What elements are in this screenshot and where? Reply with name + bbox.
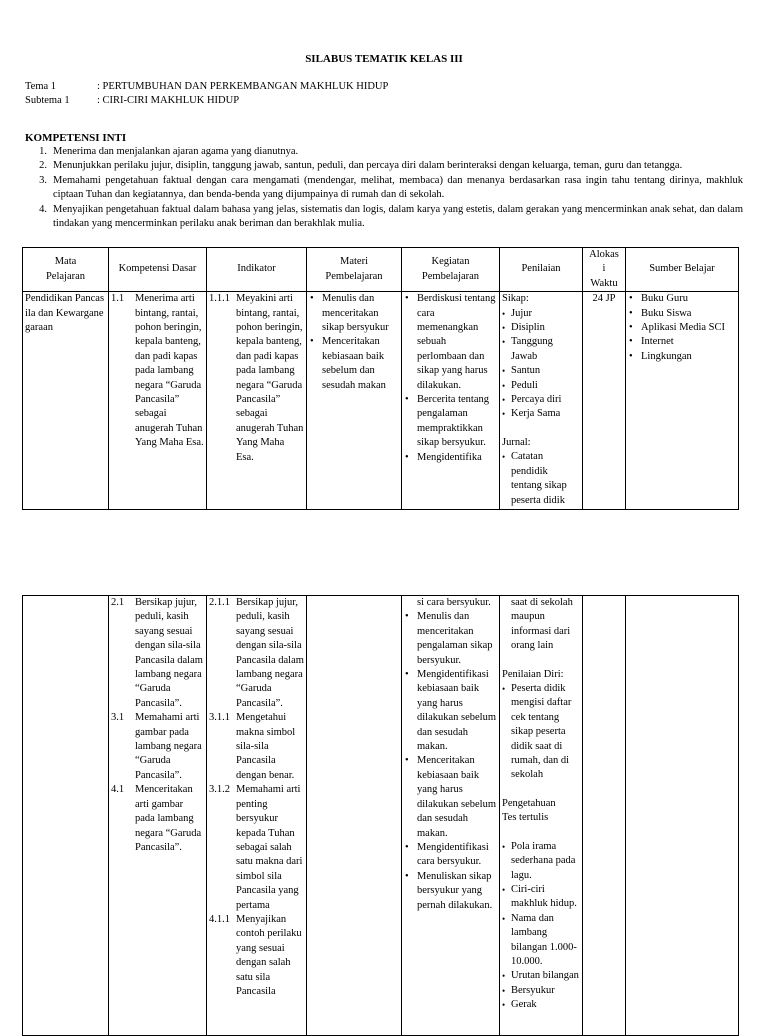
header-materi: Materi Pembelajaran <box>307 248 402 292</box>
sikap-label: Sikap: <box>502 293 529 305</box>
ki-text: Menunjukkan perilaku jujur, disiplin, tanggung jawab, santun, peduli, dan percaya diri dalam berinteraksi dengan keluarga, teman, guru dan tetangga. <box>53 160 683 172</box>
ki-item <box>25 159 743 173</box>
cell-materi <box>307 292 402 510</box>
list-item: • Tanggung Jawab <box>502 335 580 364</box>
ki-text: Menerima dan menjalankan ajaran agama yang dianutnya. <box>53 146 299 157</box>
header-sumber-belajar: Sumber Belajar <box>626 248 739 292</box>
meta-value: : PERTUMBUHAN DAN PERKEMBANGAN MAKHLUK HIDUP <box>97 81 389 92</box>
list-item: • Jujur <box>502 307 580 321</box>
list-item: • Menulis dan menceritakan sikap bersyukur <box>309 292 399 335</box>
list-item: • Santun <box>502 364 580 378</box>
meta-key: Tema 1 <box>25 81 57 92</box>
list-item: • Nama dan lambang bilangan 1.000-10.000. <box>502 912 580 970</box>
cell-sumber <box>626 596 739 1036</box>
list-item: • Ciri-ciri makhluk hidup. <box>502 883 580 912</box>
cell-alokasi <box>583 596 626 1036</box>
list-item: • Peserta didik mengisi daftar cek tentang sikap peserta didik saat di rumah, dan di sekolah <box>502 682 580 783</box>
cell-mapel <box>23 596 109 1036</box>
diri-label: Penilaian Diri: <box>502 668 564 680</box>
header-penilaian: Penilaian <box>500 248 583 292</box>
kd-item: 1.1 Menerima arti bintang, rantai, pohon beringin, kepala banteng, dan padi kapas pada lambang negara “Garuda Pancasila” sebagai anugerah Tuhan Yang Maha Esa. <box>111 293 204 449</box>
list-item: • Aplikasi Media SCI <box>628 321 736 335</box>
ki-item <box>25 145 743 159</box>
list-item: • Catatan pendidik tentang sikap peserta didik <box>502 450 580 508</box>
table-header-row <box>23 248 739 292</box>
cell-mapel: Pendidikan Pancasila dan Kewarganegaraan <box>23 292 109 510</box>
list-item: • Urutan bilangan <box>502 969 580 983</box>
list-item: • Gerak <box>502 998 580 1012</box>
indikator-item: 1.1.1 Meyakini arti bintang, rantai, pohon beringin, kepala banteng, dan padi kapas pada lambang negara “Garuda Pancasila” sebagai anugerah Tuhan Yang Maha Esa. <box>209 293 304 463</box>
tes-label: Tes tertulis <box>502 812 549 824</box>
list-item: • Lingkungan <box>628 350 736 364</box>
list-item: • Kerja Sama <box>502 407 580 421</box>
list-item: • Mengidentifikasi kebiasaan baik yang harus dilakukan sebelum dan sesudah makan. <box>404 668 497 754</box>
ki-heading: KOMPETENSI INTI <box>25 132 127 144</box>
kd-item: 3.1 Memahami arti gambar pada lambang negara “Garuda Pancasila”. <box>111 712 202 781</box>
list-item: • Disiplin <box>502 321 580 335</box>
header-alokasi-waktu: Alokas i Waktu <box>583 248 626 292</box>
list-item: • Menulis dan menceritakan pengalaman sikap bersyukur. <box>404 610 497 668</box>
ki-text: Memahami pengetahuan faktual dengan cara mengamati (mendengar, melihat, membaca) dan menanya berdasarkan rasa ingin tahu tentang dirinya, makhluk ciptaan Tuhan dan kegiatannya, dan benda-benda yang dijumpainya di rumah dan di sekolah. <box>53 174 743 201</box>
ki-number: 1. <box>39 146 47 157</box>
cell-kd <box>109 596 207 1036</box>
kd-item: 2.1 Bersikap jujur, peduli, kasih sayang sesuai dengan sila-sila Pancasila dalam lambang negara “Garuda Pancasila”. <box>111 597 203 709</box>
penilaian-continued: saat di sekolah maupun informasi dari orang lain <box>511 597 573 652</box>
syllabus-table <box>22 247 739 510</box>
ki-number: 3. <box>39 174 47 186</box>
list-item: • Pola irama sederhana pada lagu. <box>502 840 580 883</box>
ki-number: 2. <box>39 160 47 172</box>
meta-row-tema <box>25 80 388 94</box>
list-item: • Peduli <box>502 379 580 393</box>
ki-item <box>25 203 743 232</box>
indikator-item: 2.1.1 Bersikap jujur, peduli, kasih sayang sesuai dengan sila-sila Pancasila dalam lambang negara “Garuda Pancasila”. <box>209 597 304 709</box>
cell-penilaian <box>500 292 583 510</box>
cell-sumber <box>626 292 739 510</box>
indikator-item: 4.1.1 Menyajikan contoh perilaku yang sesuai dengan salah satu sila Pancasila <box>209 913 302 997</box>
ki-item <box>25 174 743 203</box>
header-kompetensi-dasar: Kompetensi Dasar <box>109 248 207 292</box>
cell-indikator <box>207 596 307 1036</box>
cell-indikator <box>207 292 307 510</box>
meta-row-subtema <box>25 94 388 108</box>
meta-key: Subtema 1 <box>25 95 70 107</box>
table-row <box>23 596 739 1036</box>
header-indikator: Indikator <box>207 248 307 292</box>
list-item: • Bercerita tentang pengalaman mempraktikkan sikap bersyukur. <box>404 393 497 451</box>
cell-materi <box>307 596 402 1036</box>
list-item: • Buku Guru <box>628 292 736 306</box>
pengetahuan-label: Pengetahuan <box>502 797 556 809</box>
ki-number: 4. <box>39 203 47 215</box>
meta-value: : CIRI-CIRI MAKHLUK HIDUP <box>97 95 240 107</box>
list-item: • Mengidentifika <box>404 451 497 465</box>
header-mata-pelajaran: Mata Pelajaran <box>23 248 109 292</box>
jurnal-label: Jurnal: <box>502 436 531 448</box>
list-item: • Menuliskan sikap bersyukur yang pernah dilakukan. <box>404 870 497 913</box>
list-item: • Mengidentifikasi cara bersyukur. <box>404 841 497 870</box>
list-item: • Buku Siswa <box>628 307 736 321</box>
ki-list <box>25 145 743 231</box>
list-item: • Percaya diri <box>502 393 580 407</box>
list-item: • Menceritakan kebiasaan baik sebelum dan sesudah makan <box>309 335 399 393</box>
header-kegiatan: Kegiatan Pembelajaran <box>402 248 500 292</box>
ki-text: Menyajikan pengetahuan faktual dalam bahasa yang jelas, sistematis dan logis, dalam karya yang estetis, dalam gerakan yang mencerminkan anak sehat, dan dalam tindakan yang mencerminkan perilaku anak beriman dan berakhlak mulia. <box>53 203 743 230</box>
theme-info <box>25 80 388 109</box>
cell-kd <box>109 292 207 510</box>
page-title: SILABUS TEMATIK KELAS III <box>305 53 463 65</box>
list-item: • Internet <box>628 335 736 349</box>
cell-alokasi: 24 JP <box>583 292 626 510</box>
cell-kegiatan <box>402 596 500 1036</box>
indikator-item: 3.1.1 Mengetahui makna simbol sila-sila Pancasila dengan benar. <box>209 712 296 781</box>
list-item: • Bersyukur <box>502 984 580 998</box>
table-row <box>23 292 739 510</box>
kd-item: 4.1 Menceritakan arti gambar pada lambang negara “Garuda Pancasila”. <box>111 784 202 853</box>
list-item: • Menceritakan kebiasaan baik yang harus dilakukan sebelum dan sesudah makan. <box>404 754 497 840</box>
kegiatan-continued: si cara bersyukur. <box>417 597 491 608</box>
indikator-item: 3.1.2 Memahami arti penting bersyukur kepada Tuhan sebagai salah satu makna dari simbol sila Pancasila yang pertama <box>209 784 303 911</box>
syllabus-table-continued <box>22 595 739 1036</box>
cell-penilaian <box>500 596 583 1036</box>
list-item: • Berdiskusi tentang cara memenangkan sebuah perlombaan dan sikap yang harus dilakukan. <box>404 292 497 393</box>
cell-kegiatan <box>402 292 500 510</box>
